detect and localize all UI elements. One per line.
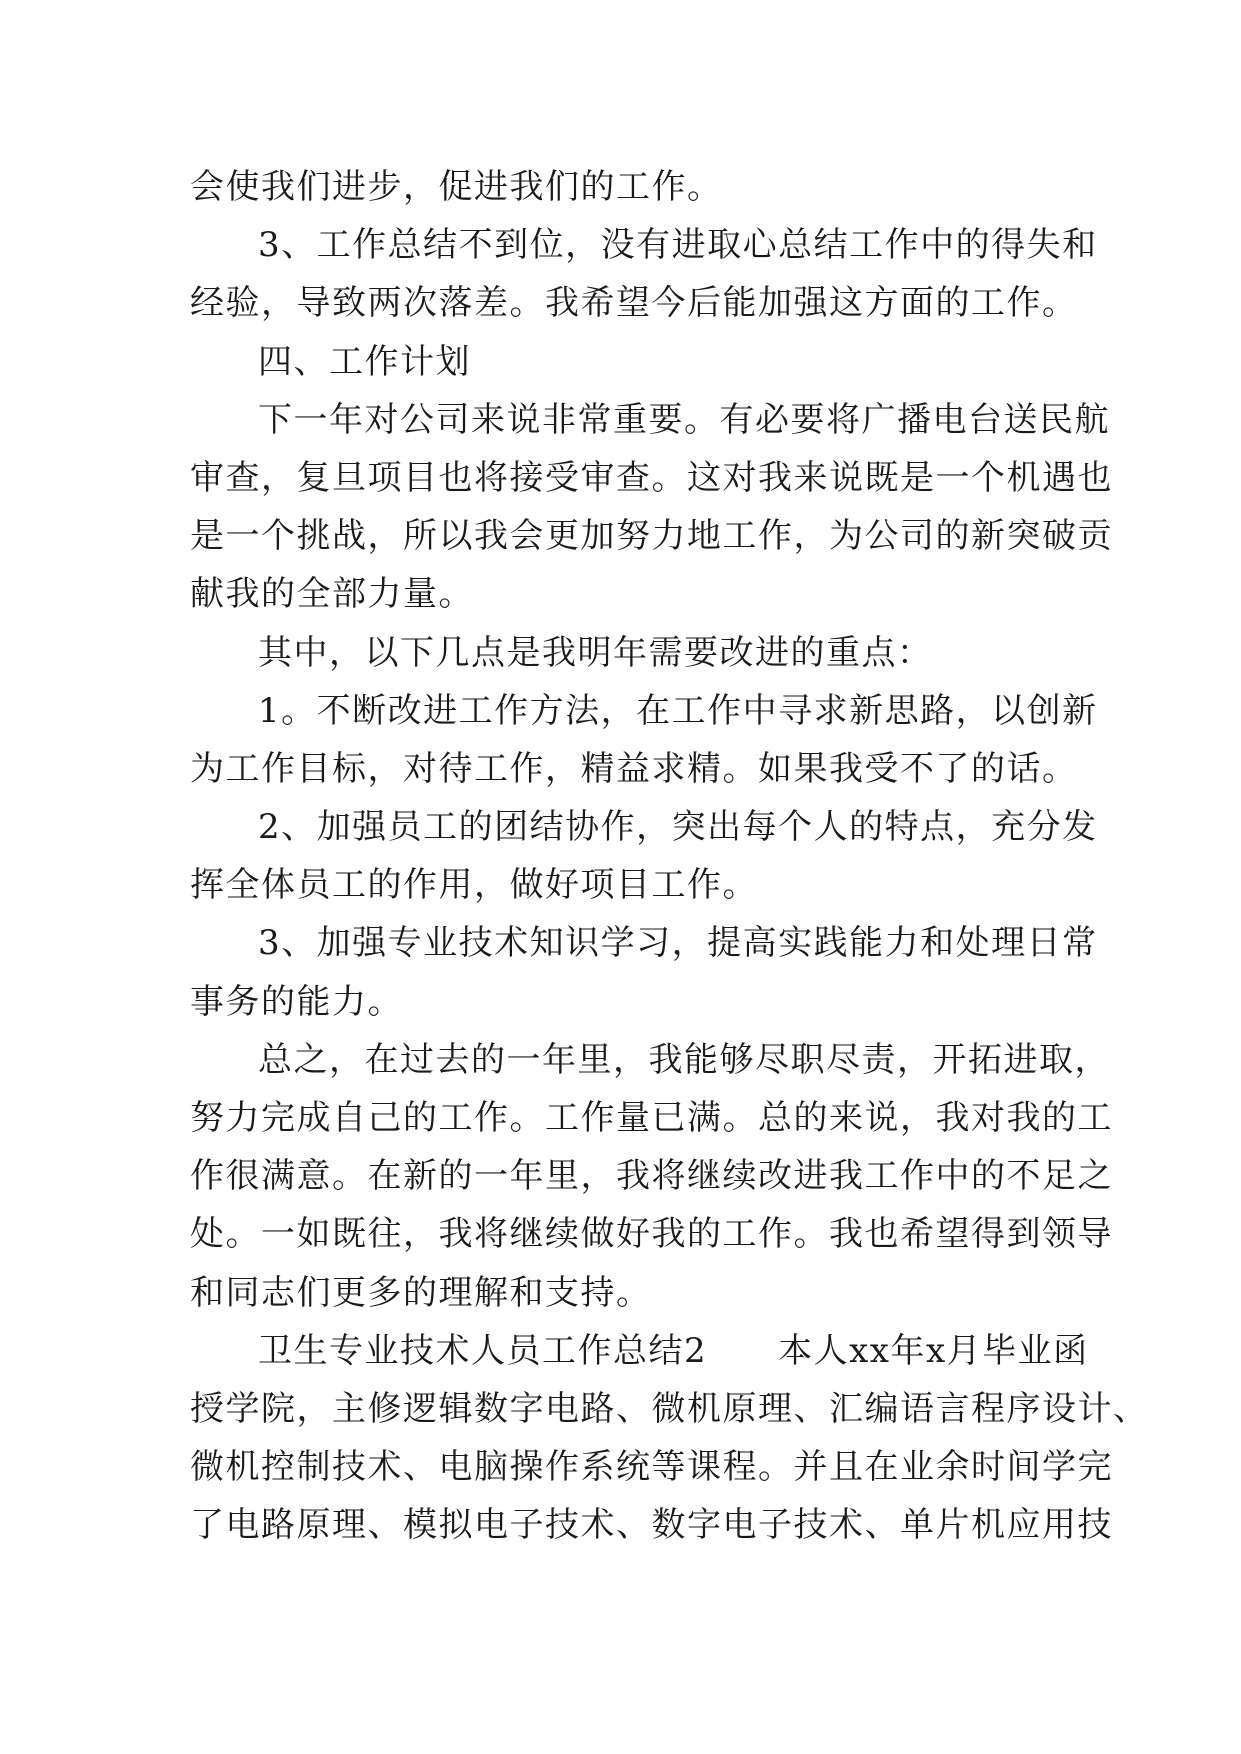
text-line: 挥全体员工的作用，做好项目工作。 bbox=[190, 865, 758, 906]
text-line: 1。不断改进工作方法，在工作中寻求新思路，以创新 bbox=[258, 690, 1098, 731]
text-line: 下一年对公司来说非常重要。有必要将广播电台送民航 bbox=[258, 399, 1110, 440]
text-line: 会使我们进步，促进我们的工作。 bbox=[190, 167, 723, 207]
text-line: 了电路原理、模拟电子技术、数字电子技术、单片机应用技 bbox=[190, 1505, 1113, 1546]
text-line: 是一个挑战，所以我会更加努力地工作，为公司的新突破贡 bbox=[190, 516, 1113, 557]
text-line: 为工作目标，对待工作，精益求精。如果我受不了的话。 bbox=[190, 748, 1078, 789]
text-line: 2、加强员工的团结协作，突出每个人的特点，充分发 bbox=[258, 807, 1098, 848]
text-line: 微机控制技术、电脑操作系统等课程。并且在业余时间学完 bbox=[190, 1447, 1113, 1488]
text-line: 献我的全部力量。 bbox=[190, 574, 474, 615]
text-line: 授学院，主修逻辑数字电路、微机原理、汇编语言程序设计、 bbox=[190, 1388, 1149, 1429]
text-line: 3、加强专业技术知识学习，提高实践能力和处理日常 bbox=[258, 923, 1098, 964]
text-line: 经验，导致两次落差。我希望今后能加强这方面的工作。 bbox=[190, 283, 1078, 324]
text-line: 和同志们更多的理解和支持。 bbox=[190, 1272, 652, 1313]
text-line: 努力完成自己的工作。工作量已满。总的来说，我对我的工 bbox=[190, 1098, 1113, 1138]
text-line: 作很满意。在新的一年里，我将继续改进我工作中的不足之 bbox=[190, 1156, 1113, 1197]
text-line: 处。一如既往，我将继续做好我的工作。我也希望得到领导 bbox=[190, 1214, 1113, 1255]
section-title-line: 卫生专业技术人员工作总结2 本人xx年x月毕业函 bbox=[258, 1330, 1089, 1371]
text-line: 其中，以下几点是我明年需要改进的重点： bbox=[258, 632, 933, 673]
text-line: 事务的能力。 bbox=[190, 981, 403, 1022]
text-line: 总之，在过去的一年里，我能够尽职尽责，开拓进取， bbox=[258, 1039, 1110, 1080]
section-heading: 四、工作计划 bbox=[258, 341, 471, 382]
document-body bbox=[190, 158, 1149, 1555]
text-line: 审查，复旦项目也将接受审查。这对我来说既是一个机遇也 bbox=[190, 457, 1113, 498]
text-line: 3、工作总结不到位，没有进取心总结工作中的得失和 bbox=[258, 225, 1098, 266]
